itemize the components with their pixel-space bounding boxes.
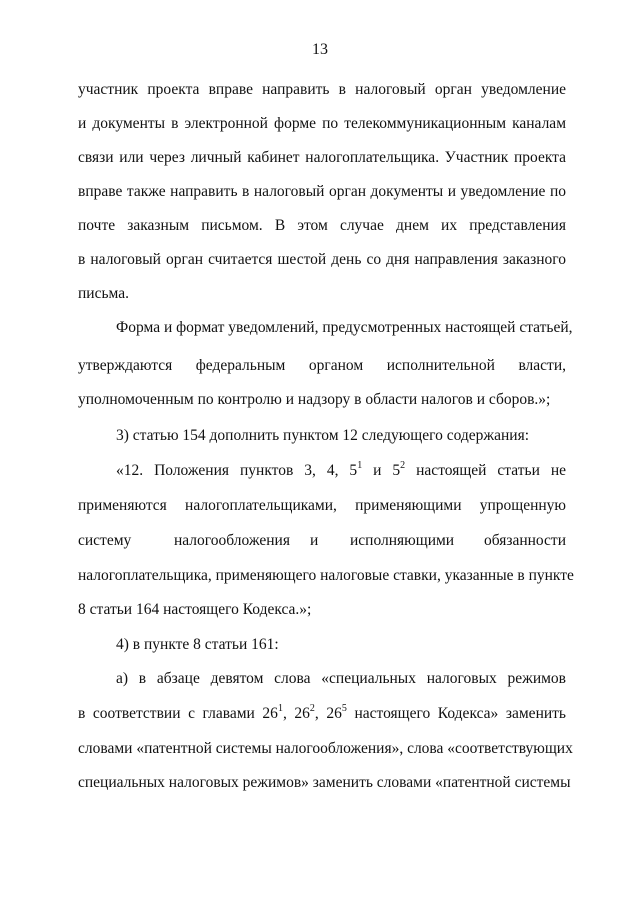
text-line: и документы в электронной форме по телекоммуникационным каналам	[78, 115, 566, 132]
text-line-spaced: систему налогообложения и исполняющими обязанности	[78, 532, 566, 549]
text-line: связи или через личный кабинет налогоплательщика. Участник проекта	[78, 149, 566, 166]
text-line: 3) статью 154 дополнить пунктом 12 следующего содержания:	[116, 427, 530, 444]
text-line: уполномоченным по контролю и надзору в области налогов и сборов.»;	[78, 391, 551, 408]
text-line: 4) в пункте 8 статьи 161:	[116, 636, 279, 653]
page-number: 13	[312, 41, 328, 58]
text-line: применяются налогоплательщиками, применяющими упрощенную	[78, 497, 566, 514]
text-line: утверждаются федеральным органом исполнительной власти,	[78, 357, 566, 374]
text-line-with-superscripts: «12. Положения пунктов 3, 4, $5^1$ и $5^2$ настоящей статьи не	[116, 459, 567, 479]
text-line: письма.	[78, 285, 129, 302]
text-line: Форма и формат уведомлений, предусмотренных настоящей статьей,	[116, 319, 573, 336]
text-line-with-superscripts: в соответствии с главами $26^1$, $26^2$, $26^5$ настоящего Кодекса» заменить	[78, 702, 566, 722]
text-line: налогоплательщика, применяющего налоговые ставки, указанные в пункте	[78, 567, 574, 584]
text-line: вправе также направить в налоговый орган документы и уведомление по	[78, 183, 566, 200]
text-line: словами «патентной системы налогообложения», слова «соответствующих	[78, 740, 573, 757]
text-line: а) в абзаце девятом слова «специальных налоговых режимов	[116, 670, 566, 687]
text-line: специальных налоговых режимов» заменить словами «патентной системы	[78, 774, 571, 791]
text-line: участник проекта вправе направить в налоговый орган уведомление	[78, 81, 566, 98]
text-line: почте заказным письмом. В этом случае днем их представления	[78, 217, 566, 234]
text-line: в налоговый орган считается шестой день со дня направления заказного	[78, 251, 566, 268]
text-line: 8 статьи 164 настоящего Кодекса.»;	[78, 601, 312, 618]
